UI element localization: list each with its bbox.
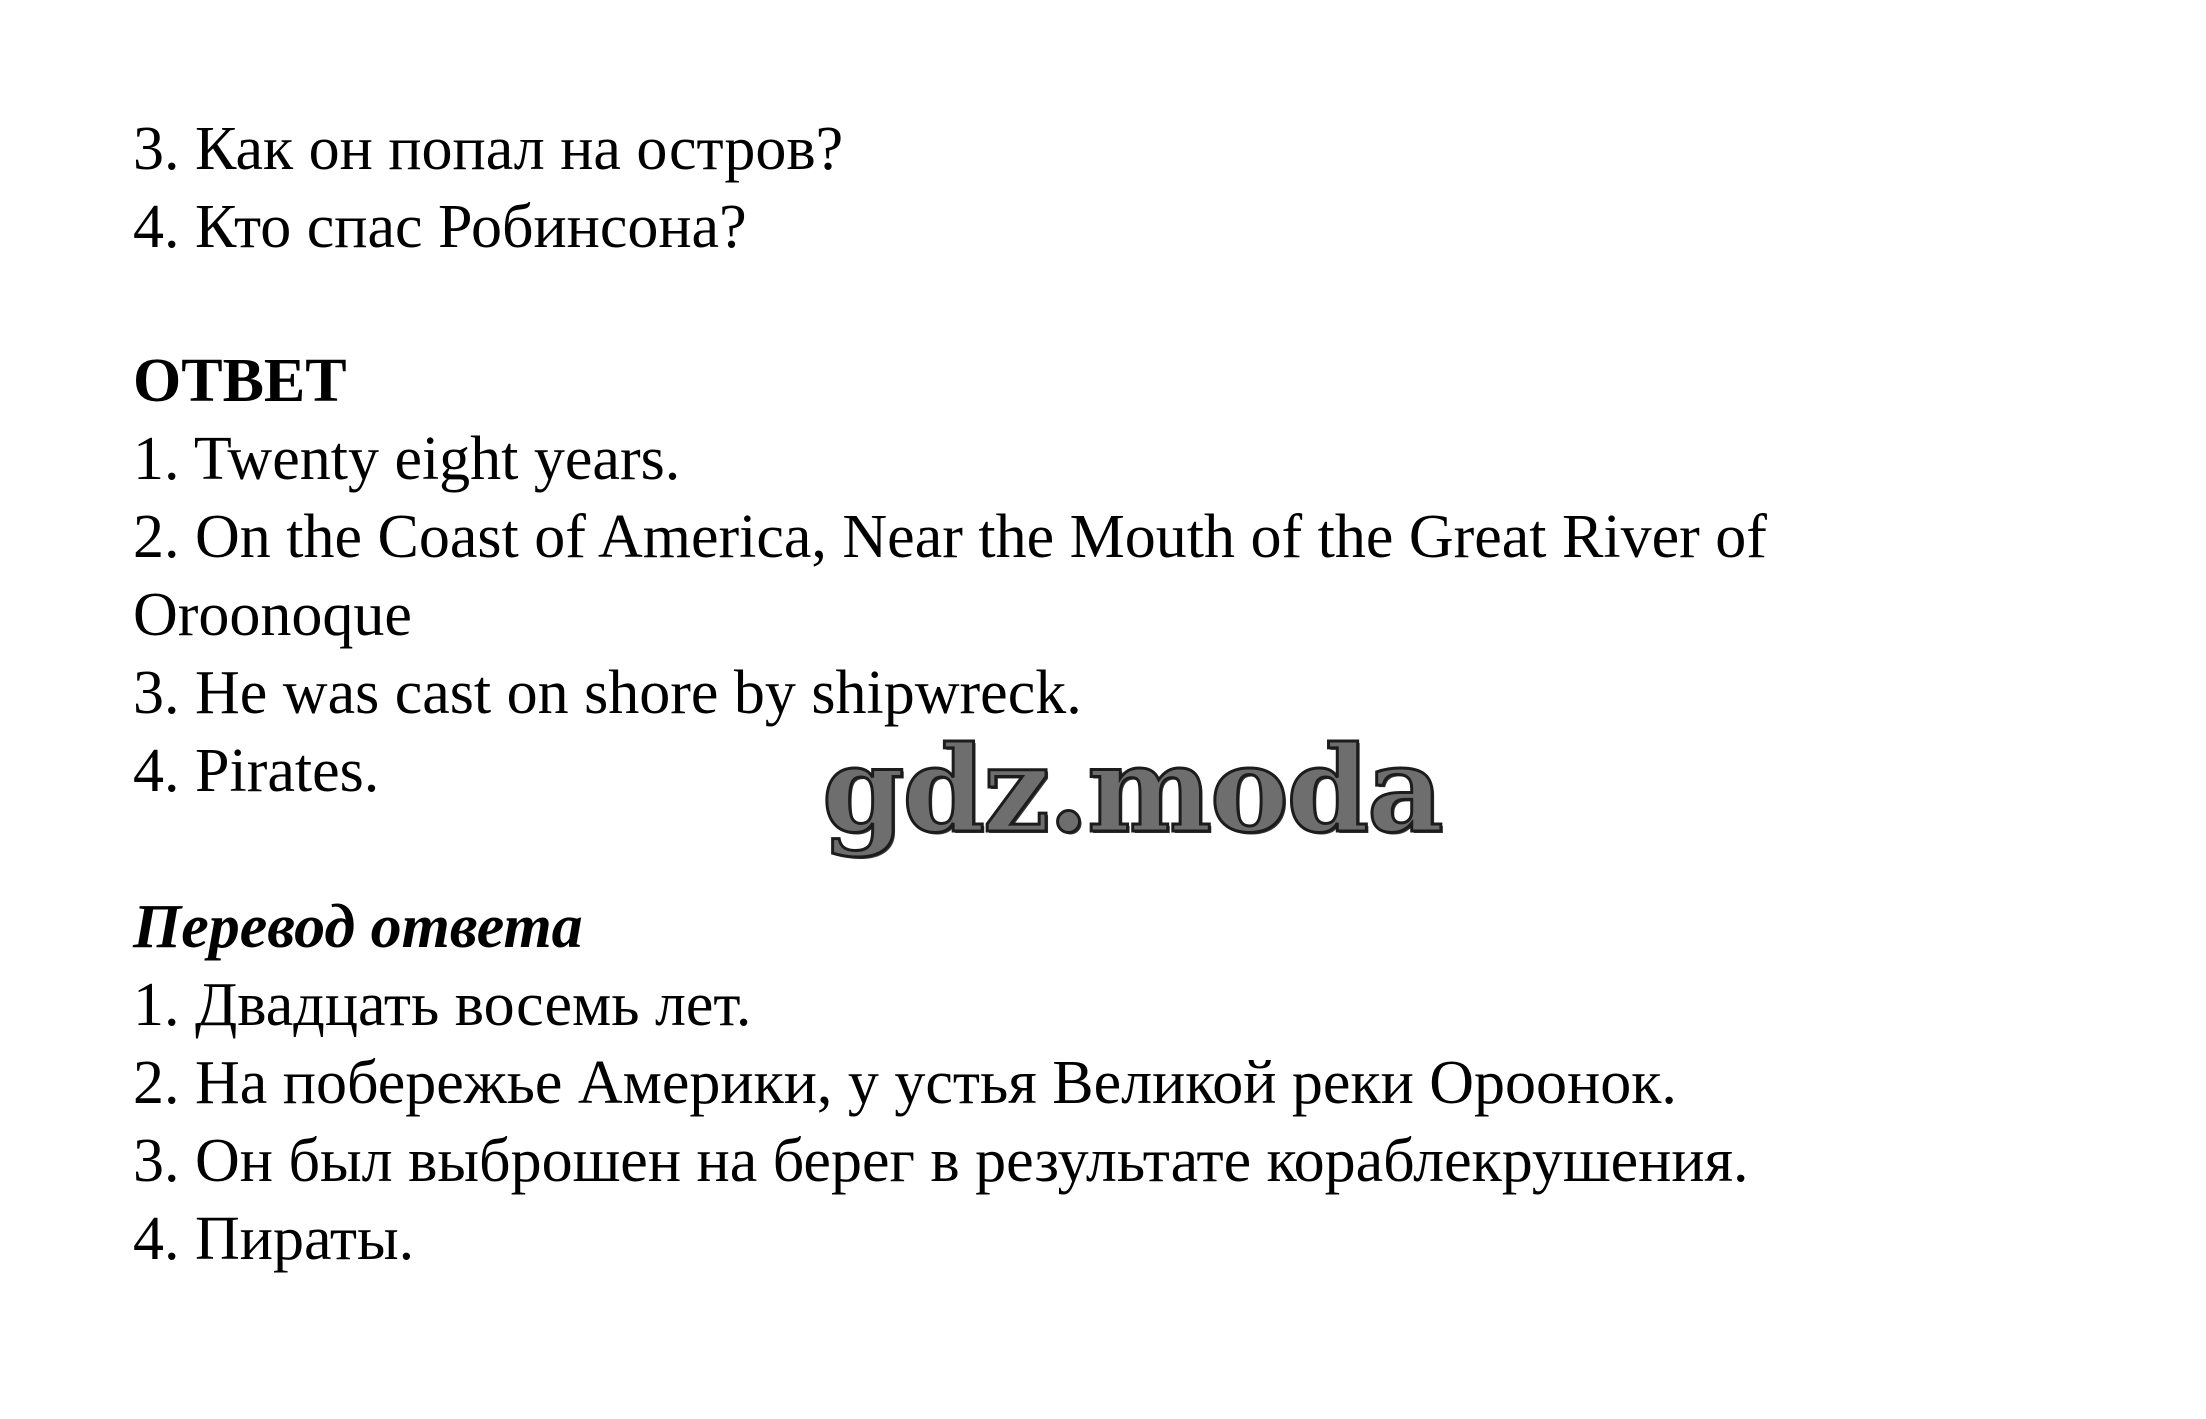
answer-heading: ОТВЕТ <box>133 347 347 415</box>
watermark-logo: gdz.moda <box>822 720 1442 859</box>
answer-3: 3. He was cast on shore by shipwreck. <box>133 659 1082 727</box>
question-3: 3. Как он попал на остров? <box>133 115 844 183</box>
translation-4: 4. Пираты. <box>133 1205 415 1273</box>
question-4: 4. Кто спас Робинсона? <box>133 193 747 261</box>
answer-2-line-2: Oroonoque <box>133 581 412 649</box>
answer-4: 4. Pirates. <box>133 737 380 805</box>
answer-1: 1. Twenty eight years. <box>133 425 681 493</box>
answer-2-line-1: 2. On the Coast of America, Near the Mouth of the Great River of <box>133 503 1767 571</box>
translation-3: 3. Он был выброшен на берег в результате кораблекрушения. <box>133 1127 1749 1195</box>
translation-2: 2. На побережье Америки, у устья Великой реки Ороонок. <box>133 1049 1677 1117</box>
translation-heading: Перевод ответа <box>133 893 583 961</box>
translation-1: 1. Двадцать восемь лет. <box>133 971 752 1039</box>
